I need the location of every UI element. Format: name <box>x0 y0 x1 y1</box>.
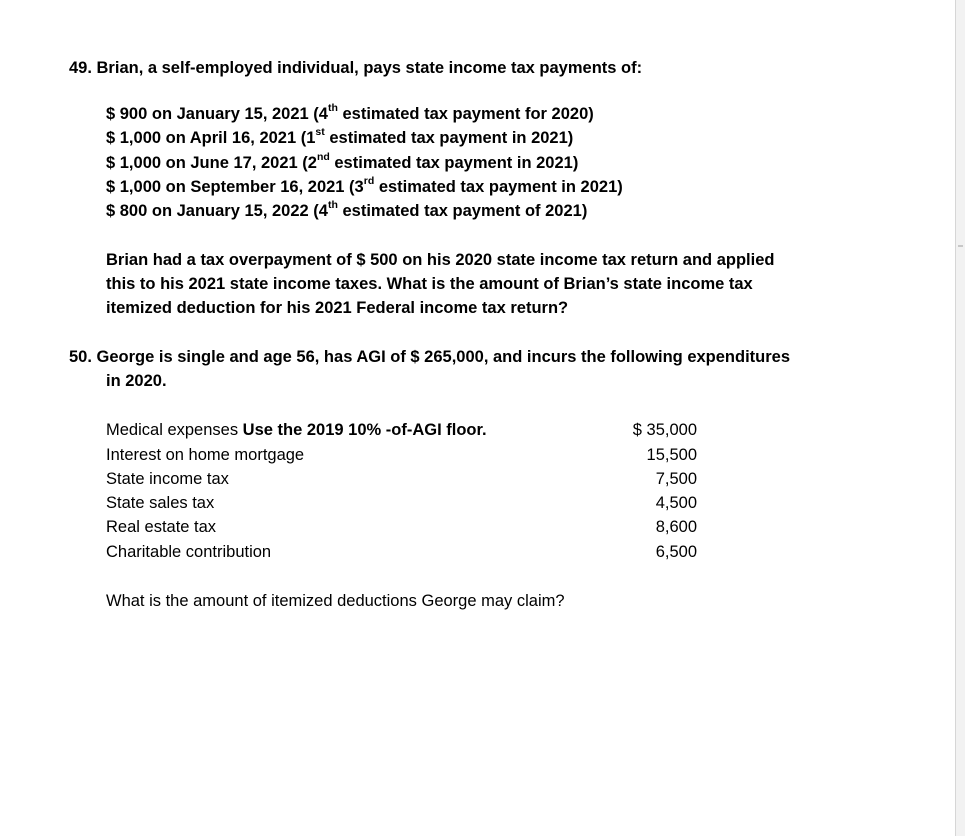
q49-title: 49. Brian, a self-employed individual, pays state income tax payments of: <box>69 59 643 77</box>
q49-paragraph-line: itemized deduction for his 2021 Federal income tax return? <box>106 299 569 317</box>
q50-question: What is the amount of itemized deductions George may claim? <box>106 592 565 610</box>
expense-value-mortgage-interest: 15,500 <box>646 446 697 464</box>
q49-payment-line: $ 1,000 on June 17, 2021 (2nd estimated tax payment in 2021) <box>106 150 579 172</box>
expense-value-real-estate-tax: 8,600 <box>655 518 697 536</box>
medical-floor-note: Use the 2019 10% -of-AGI floor. <box>242 421 487 439</box>
expense-label-charitable: Charitable contribution <box>106 543 272 561</box>
expense-label-state-sales-tax: State sales tax <box>106 494 215 512</box>
expense-label-mortgage-interest: Interest on home mortgage <box>106 446 305 464</box>
q49-payment-line: $ 900 on January 15, 2021 (4th estimated tax payment for 2020) <box>106 101 594 123</box>
q49-paragraph-line: Brian had a tax overpayment of $ 500 on his 2020 state income tax return and applied <box>106 251 775 269</box>
scrollbar-mark <box>958 245 963 247</box>
q49-payment-line: $ 1,000 on September 16, 2021 (3rd estimated tax payment in 2021) <box>106 174 623 196</box>
q49-paragraph-line: this to his 2021 state income taxes. What is the amount of Brian’s state income tax <box>106 275 753 293</box>
expense-value-state-income-tax: 7,500 <box>655 470 697 488</box>
q49-payment-line: $ 800 on January 15, 2022 (4th estimated tax payment of 2021) <box>106 198 588 220</box>
q49-payment-line: $ 1,000 on April 16, 2021 (1st estimated tax payment in 2021) <box>106 125 574 147</box>
expense-label-medical: Medical expenses Use the 2019 10% -of-AGI floor. <box>106 421 487 439</box>
q50-title: 50. George is single and age 56, has AGI of $ 265,000, and incurs the following expenditures <box>69 348 791 366</box>
expense-value-state-sales-tax: 4,500 <box>655 494 697 512</box>
expense-label-real-estate-tax: Real estate tax <box>106 518 217 536</box>
expense-label-state-income-tax: State income tax <box>106 470 229 488</box>
expense-value-medical: $ 35,000 <box>632 421 697 439</box>
q50-title-continued: in 2020. <box>106 372 167 390</box>
expense-value-charitable: 6,500 <box>655 543 697 561</box>
